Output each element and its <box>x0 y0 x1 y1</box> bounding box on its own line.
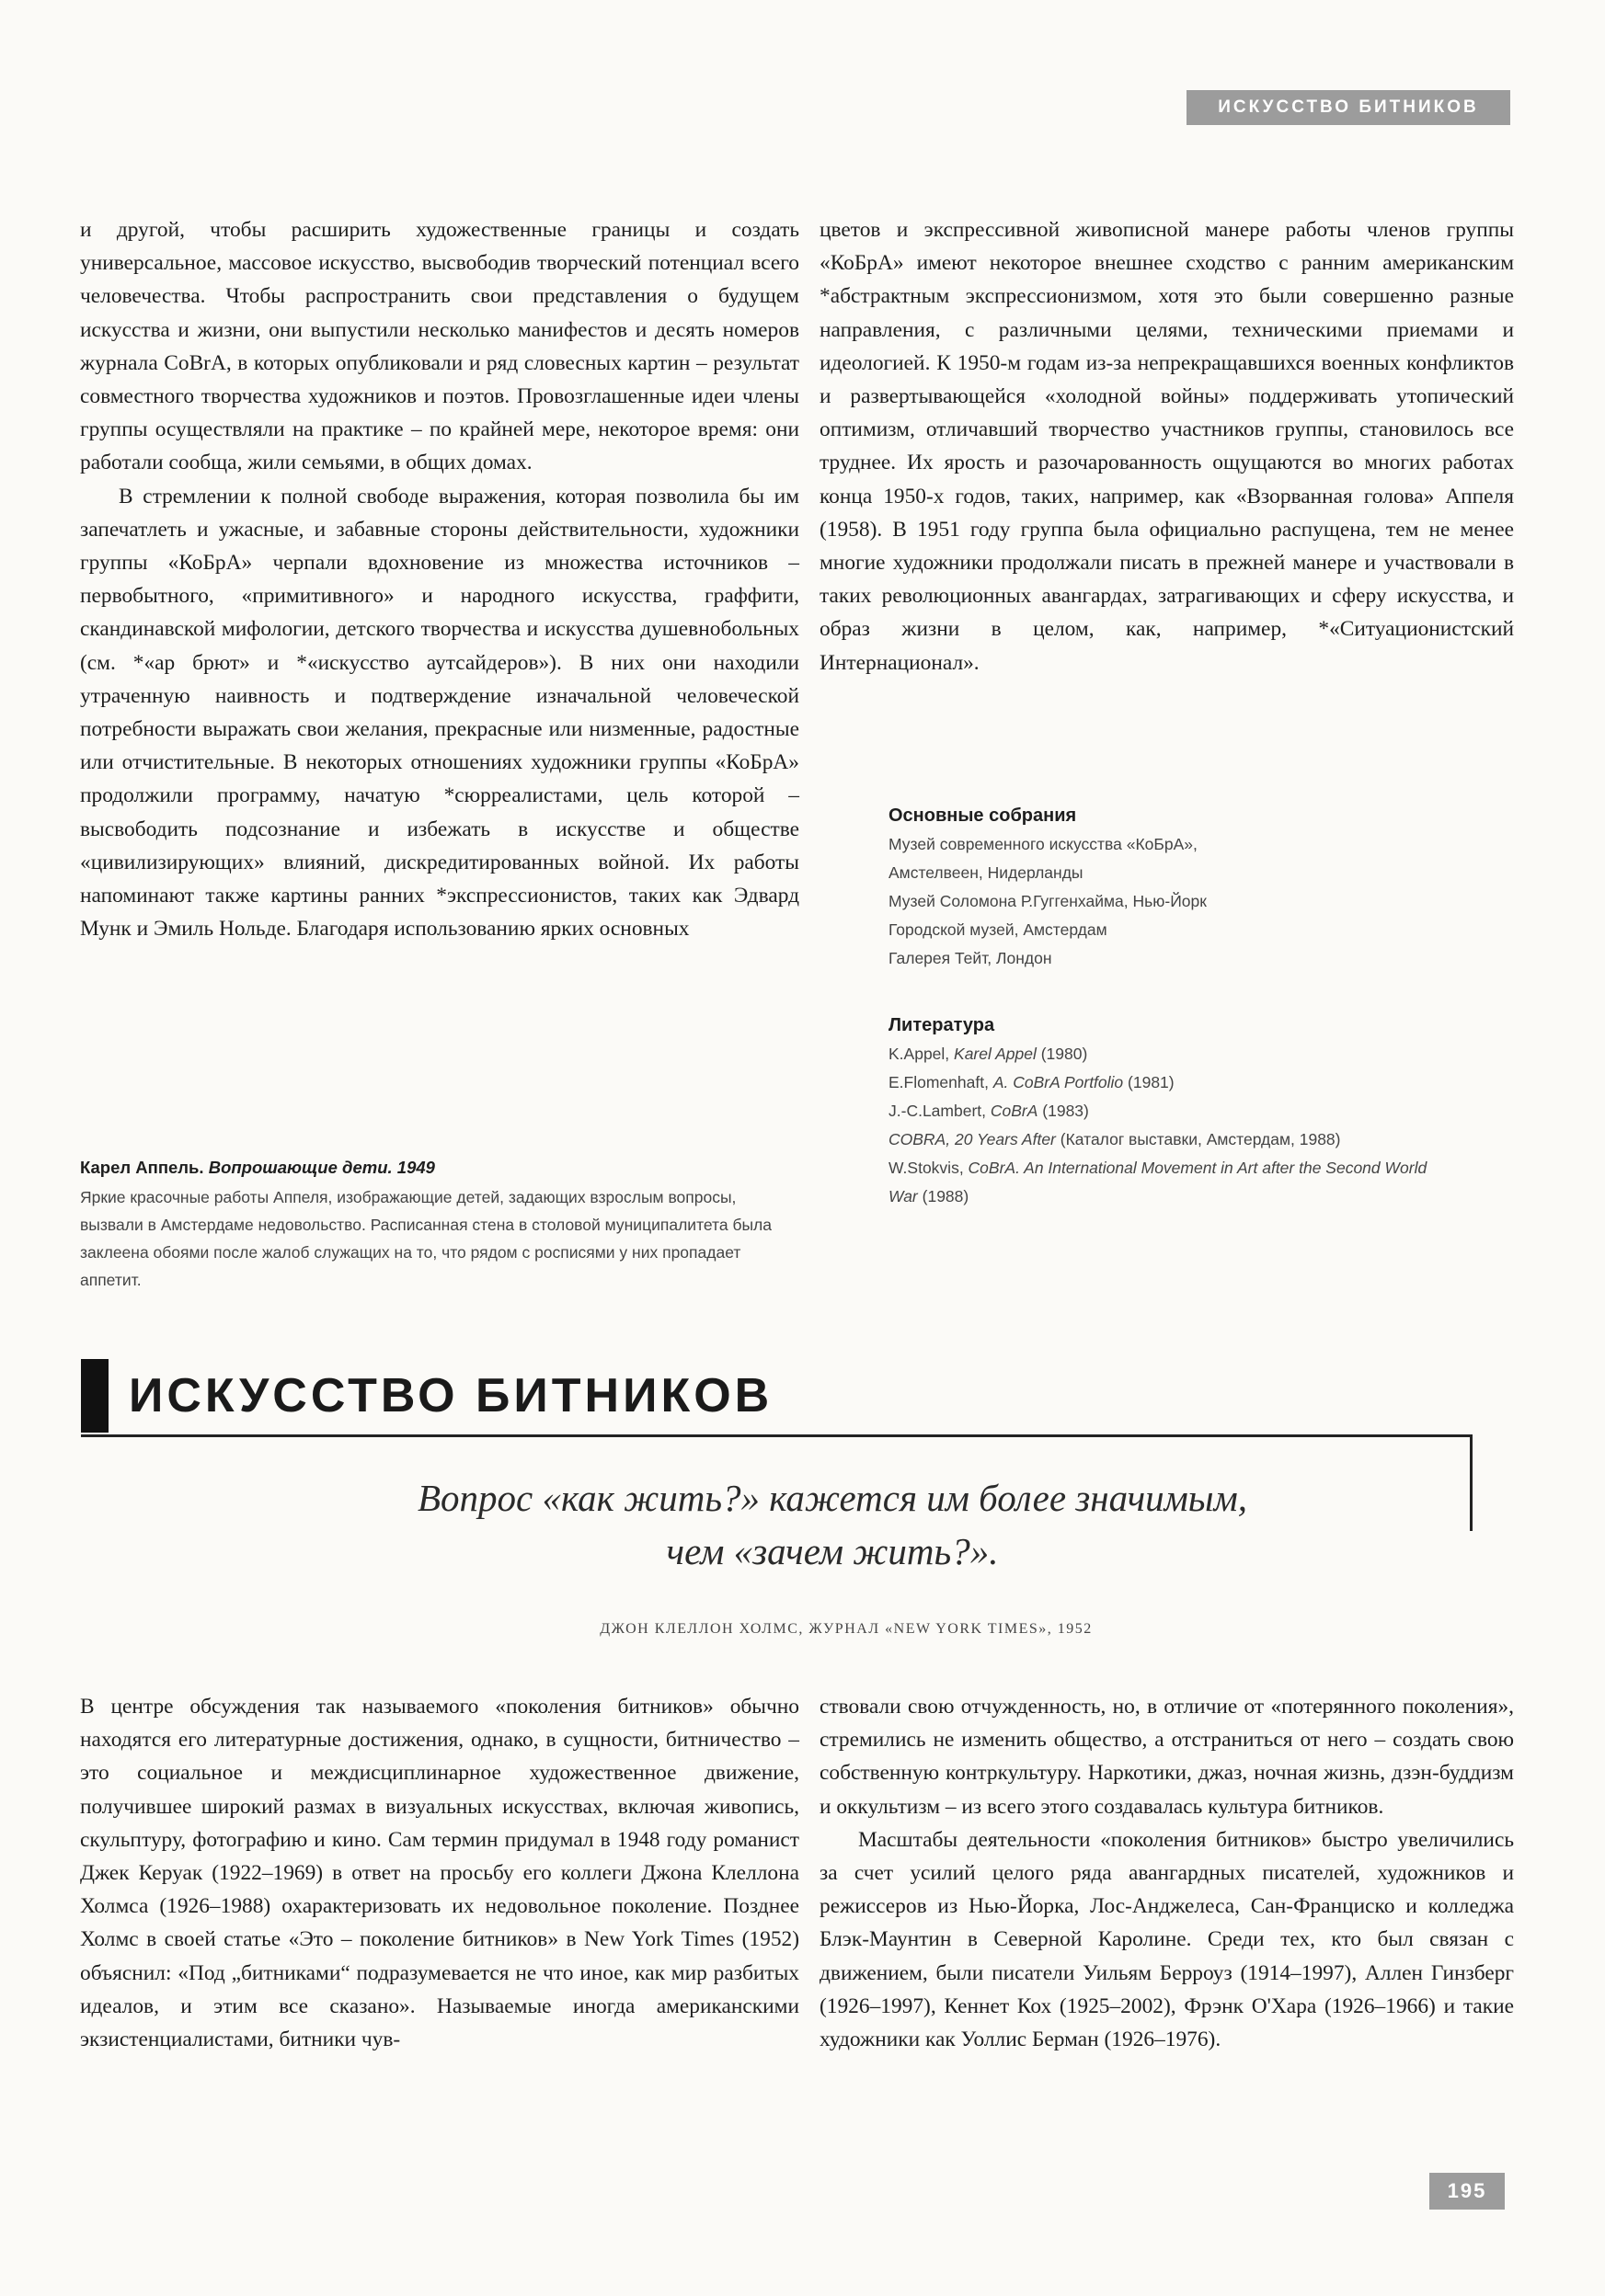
lit-year: (1980) <box>1036 1045 1088 1063</box>
epigraph-line: чем «зачем жить?». <box>666 1530 999 1572</box>
image-caption <box>80 1158 788 1294</box>
collection-item: Городской музей, Амстердам <box>888 920 1107 939</box>
literature-entry <box>888 1068 1459 1097</box>
epigraph-line: Вопрос «как жить?» кажется им более значимым, <box>418 1477 1247 1519</box>
lit-title: COBRA, 20 Years After <box>888 1130 1056 1148</box>
lit-author: J.-C.Lambert, <box>888 1102 991 1120</box>
collection-item: Амстелвеен, Нидерланды <box>888 863 1083 882</box>
epigraph-source: ДЖОН КЛЕЛЛОН ХОЛМС, ЖУРНАЛ «NEW YORK TIMES», 1952 <box>600 1621 1093 1637</box>
title-marker-bar <box>81 1359 109 1433</box>
body-column-bottom-right <box>820 1690 1514 2056</box>
caption-title <box>80 1158 788 1178</box>
lit-year: (1981) <box>1123 1073 1175 1091</box>
literature-entry <box>888 1097 1459 1125</box>
title-rule-vertical <box>1470 1434 1473 1531</box>
section-title <box>81 1359 773 1433</box>
paragraph: В центре обсуждения так называемого «поколения битников» обычно находятся его литературные достижения, однако, в сущности, битничество – это социальное и междисциплинарное художественное движение, получившее широкий размах в визуальных искусствах, включая живопись, скульптуру, фотографию и кино. Сам термин придумал в 1948 году романист Джек Керуак (1922–1969) в ответ на просьбу его коллеги Джона Клеллона Холмса (1926–1988) охарактеризовать их недовольное поколение. Позднее Холмс в своей статье «Это – поколение битников» в New York Times (1952) объяснил: «Под „битниками“ подразумевается не что иное, как мир разбитых идеалов, и этим все сказано». Называемые иногда американскими экзистенциалистами, битники чув- <box>80 1695 799 2052</box>
literature-entry <box>888 1040 1459 1068</box>
collection-item: Музей современного искусства «КоБрА», <box>888 835 1198 853</box>
body-column-top-left <box>80 213 799 945</box>
epigraph <box>276 1471 1389 1578</box>
title-rule <box>81 1434 1472 1437</box>
lit-author: K.Appel, <box>888 1045 955 1063</box>
literature-block <box>888 1015 1459 1211</box>
lit-year: (1988) <box>917 1187 969 1205</box>
literature-entry <box>888 1154 1459 1211</box>
running-head: ИСКУССТВО БИТНИКОВ <box>1187 90 1510 125</box>
caption-work: Вопрошающие дети. 1949 <box>208 1158 435 1177</box>
lit-author: W.Stokvis, <box>888 1159 969 1177</box>
literature-entry <box>888 1125 1459 1154</box>
lit-author: E.Flomenhaft, <box>888 1073 993 1091</box>
body-column-top-right <box>820 213 1514 680</box>
collections-block <box>888 805 1459 973</box>
body-column-bottom-left <box>80 1690 799 2056</box>
lit-year: (Каталог выставки, Амстердам, 1988) <box>1055 1130 1341 1148</box>
lit-year: (1983) <box>1038 1102 1089 1120</box>
section-title-text: ИСКУССТВО БИТНИКОВ <box>129 1369 774 1422</box>
paragraph: цветов и экспрессивной живописной манере работы членов группы «КоБрА» имеют некоторое внешнее сходство с ранним американским *абстрактным экспрессионизмом, хотя это были совершенно разные направления, с различными целями, техническими приемами и идеологией. К 1950-м годам из-за непрекращавшихся военных конфликтов и развертывающейся «холодной войны» поддерживать утопический оптимизм, отличавший творчество участников группы, становилось все труднее. Их ярость и разочарованность ощущаются во многих работах конца 1950-х годов, таких, например, как «Взорванная голова» Аппеля (1958). В 1951 году группа была официально распущена, тем не менее многие художники продолжали писать в прежней манере и участвовали в таких революционных авангардах, затрагивающих и сферу искусства, и образ жизни в целом, как, например, *«Ситуационистский Интернационал». <box>820 218 1514 675</box>
paragraph: ствовали свою отчужденность, но, в отличие от «потерянного поколения», стремились не изменить общество, а отстраниться от него – создать свою собственную контркультуру. Наркотики, джаз, ночная жизнь, дзэн-буддизм и оккультизм – из всего этого создавалась культура битников. <box>820 1695 1514 1819</box>
lit-title: Karel Appel <box>954 1045 1037 1063</box>
caption-text: Яркие красочные работы Аппеля, изображающие детей, задающих взрослым вопросы, вызвали в Амстердаме недовольство. Расписанная стена в столовой муниципалитета была заклеена обоями после жалоб служащих на то, что рядом с росписями у них пропадает аппетит. <box>80 1188 772 1289</box>
collections-heading: Основные собрания <box>888 805 1077 826</box>
page-number: 195 <box>1429 2173 1505 2210</box>
paragraph: В стремлении к полной свободе выражения, которая позволила бы им запечатлеть и ужасные, и забавные стороны действительности, художники группы «КоБрА» черпали вдохновение из множества источников – первобытного, «примитивного» и народного искусства, граффити, скандинавской мифологии, детского творчества и искусства душевнобольных (см. *«ар брют» и *«искусство аутсайдеров»). В них они находили утраченную наивность и подтверждение изначальной человеческой потребности выражать свои желания, прекрасные или низменные, радостные или отчистительные. В некоторых отношениях художники группы «КоБрА» продолжили программу, начатую *сюрреалистами, цель которой – высвободить подсознание и избежать в искусстве и обществе «цивилизирующих» влияний, дискредитированных войной. Их работы напоминают также картины ранних *экспрессионистов, таких как Эдвард Мунк и Эмиль Нольде. Благодаря использованию ярких основных <box>80 484 799 942</box>
caption-author: Карел Аппель. <box>80 1158 204 1177</box>
lit-title: CoBrA. An International Movement in Art after the Second World War <box>888 1159 1427 1205</box>
lit-title: A. CoBrA Portfolio <box>992 1073 1124 1091</box>
paragraph: и другой, чтобы расширить художественные границы и создать универсальное, массовое искусство, высвободив творческий потенциал всего человечества. Чтобы распространить свои представления о будущем искусства и жизни, они выпустили несколько манифестов и десять номеров журнала CoBrA, в которых опубликовали и ряд словесных картин – результат совместного творчества художников и поэтов. Провозглашенные идеи члены группы осуществляли на практике – по крайней мере, некоторое время: они работали сообща, жили семьями, в общих домах. <box>80 218 799 475</box>
collection-item: Музей Соломона Р.Гуггенхайма, Нью-Йорк <box>888 892 1207 910</box>
lit-title: CoBrA <box>990 1102 1038 1120</box>
literature-heading: Литература <box>888 1015 995 1035</box>
paragraph: Масштабы деятельности «поколения битников» быстро увеличились за счет усилий целого ряда авангардных писателей, художников и режиссеров из Нью-Йорка, Лос-Анджелеса, Сан-Франциско и колледжа Блэк-Маунтин в Северной Каролине. Среди тех, кто был связан с движением, были писатели Уильям Берроуз (1914–1997), Аллен Гинзберг (1926–1997), Кеннет Кох (1925–2002), Фрэнк О'Хара (1926–1966) и такие художники как Уоллис Берман (1926–1976). <box>820 1827 1514 2052</box>
collection-item: Галерея Тейт, Лондон <box>888 949 1052 967</box>
